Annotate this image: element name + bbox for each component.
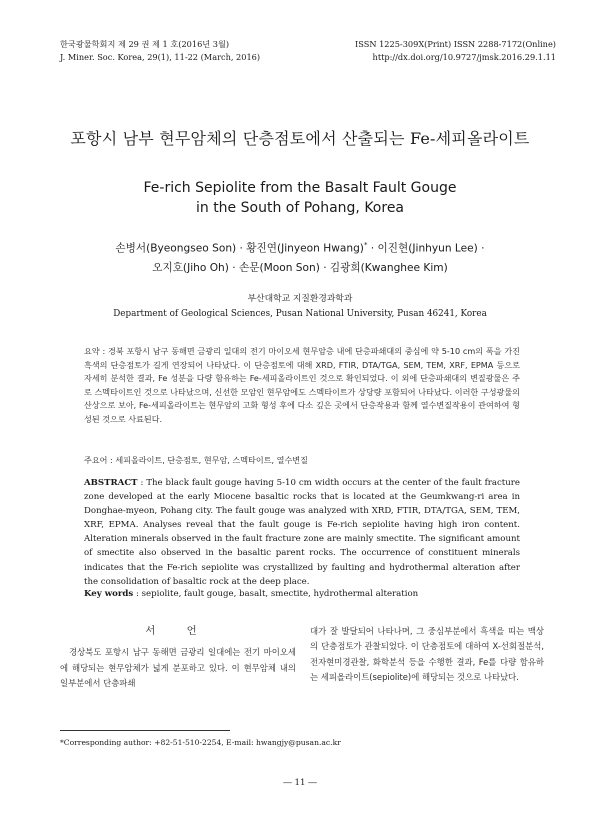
corresponding-author-mark: * — [363, 241, 368, 249]
body-paragraph-left: 경상북도 포항시 남구 동해면 금광리 일대에는 전기 마이오세에 해당되는 현무암체가 넓게 분포하고 있다. 이 현무암체 내의 일부분에서 단층파쇄 — [60, 647, 296, 689]
title-english-line-2: in the South of Pohang, Korea — [195, 200, 405, 216]
keywords-korean-label: 주요어 : — [84, 455, 113, 465]
journal-header-left — [60, 38, 260, 64]
body-column-right — [310, 624, 544, 686]
keywords-korean-text: 세피올라이트, 단층점토, 현무암, 스멕타이트, 열수변질 — [112, 455, 308, 465]
abstract-korean-text: 경북 포항시 남구 동해면 금광리 일대의 전기 마이오세 현무암층 내에 단층파쇄대의 중심에 약 5-10 cm의 폭을 가진 흑색의 단층점토가 길게 연장되어 나타났다. 이 단층점토에 대해 XRD, FTIR, DTA/TGA, SEM, TEM, XRF, EPMA 등으로 자세히 분석한 결과, Fe 성분을 다량 함유하는 Fe-세피올라이트인 것으로 확인되었다. 이 외에 단층파쇄대의 변질광물은 주로 스멕타이트인 것으로 나타났으며, 신선한 모암인 현무암에도 스멕타이트가 상당량 포함되어 나타났다. 이러한 구성광물의 산상으로 보아, Fe-세피올라이트는 현무암의 고화 형성 후에 다소 깊은 곳에서 단층작용과 함께 열수변질작용이 관여하여 형성된 것으로 사료된다. — [84, 346, 520, 424]
affiliation-english: Department of Geological Sciences, Pusan National University, Pusan 46241, Korea — [113, 309, 487, 319]
keywords-english — [84, 588, 520, 601]
keywords-korean — [84, 454, 520, 467]
page-number: ― 11 ― — [283, 778, 317, 788]
doi-link[interactable]: http://dx.doi.org/10.9727/jmsk.2016.29.1.11 — [372, 52, 556, 62]
authors-line-2: 오지호(Jiho Oh) · 손문(Moon Son) · 김광희(Kwanghee Kim) — [152, 261, 448, 274]
author-list — [0, 236, 600, 278]
paper-title-korean: 포항시 남부 현무암체의 단층점토에서 산출되는 Fe-세피올라이트 — [70, 129, 530, 148]
paper-title-english — [0, 178, 600, 218]
corresponding-author-footnote: *Corresponding author: +82-51-510-2254, E-mail: hwangjy@pusan.ac.kr — [60, 738, 341, 747]
authors-line-1-part-a: 손병서(Byeongseo Son) · 황진연(Jinyeon Hwang) — [115, 242, 364, 255]
abstract-english-text: : The black fault gouge having 5-10 cm width occurs at the center of the fault fracture zone developed at the early Miocene basaltic rocks that is located at the Geumkwang-ri area in Donghae-myeon, Pohang city. The fault gouge was analyzed with XRD, FTIR, DTA/TGA, SEM, TEM, XRF, EPMA. Analyses reveal that the fault gouge is Fe-rich sepiolite having high iron content. Alteration minerals observed in the fault fracture zone are mainly smectite. The significant amount of smectite also observed in the basaltic parent rocks. The occurrence of constituent minerals indicates that the Fe-rich sepiolite was crystallized by faulting and hydrothermal alteration after the consolidation of basaltic rock at the deep place. — [84, 478, 520, 587]
journal-name-korean: 한국광물학회지 제 29 권 제 1 호(2016년 3월) — [60, 39, 230, 49]
abstract-korean — [84, 345, 520, 427]
body-paragraph-right: 대가 잘 발달되어 나타나며, 그 중심부분에서 흑색을 띠는 맥상의 단층점토가 관찰되었다. 이 단층점토에 대하여 X-선회절분석, 전자현미경관찰, 화학분석 등을 수행한 결과, Fe를 다량 함유하는 세피올라이트(sepiolite)에 해당되는 것으로 나타났다. — [310, 626, 544, 683]
journal-citation: J. Miner. Soc. Korea, 29(1), 11-22 (March, 2016) — [60, 52, 261, 62]
abstract-english — [84, 476, 520, 589]
footnote-divider — [60, 730, 230, 731]
authors-line-1 — [0, 236, 600, 259]
section-heading-introduction: 서 언 — [145, 625, 211, 637]
issn-line: ISSN 1225-309X(Print) ISSN 2288-7172(Online) — [355, 39, 556, 49]
abstract-korean-label: 요약 : — [84, 346, 106, 356]
affiliation-korean: 부산대학교 지질환경과학과 — [247, 294, 353, 304]
journal-header-right — [355, 38, 556, 64]
abstract-english-label: ABSTRACT — [84, 478, 138, 488]
keywords-english-text: : sepiolite, fault gouge, basalt, smectite, hydrothermal alteration — [133, 589, 419, 599]
authors-line-1-part-b: · 이진현(Jinhyun Lee) · — [367, 242, 485, 255]
affiliation — [0, 292, 600, 322]
body-column-left — [60, 624, 296, 692]
keywords-english-label: Key words — [84, 589, 134, 599]
title-english-line-1: Fe-rich Sepiolite from the Basalt Fault Gouge — [143, 180, 457, 196]
